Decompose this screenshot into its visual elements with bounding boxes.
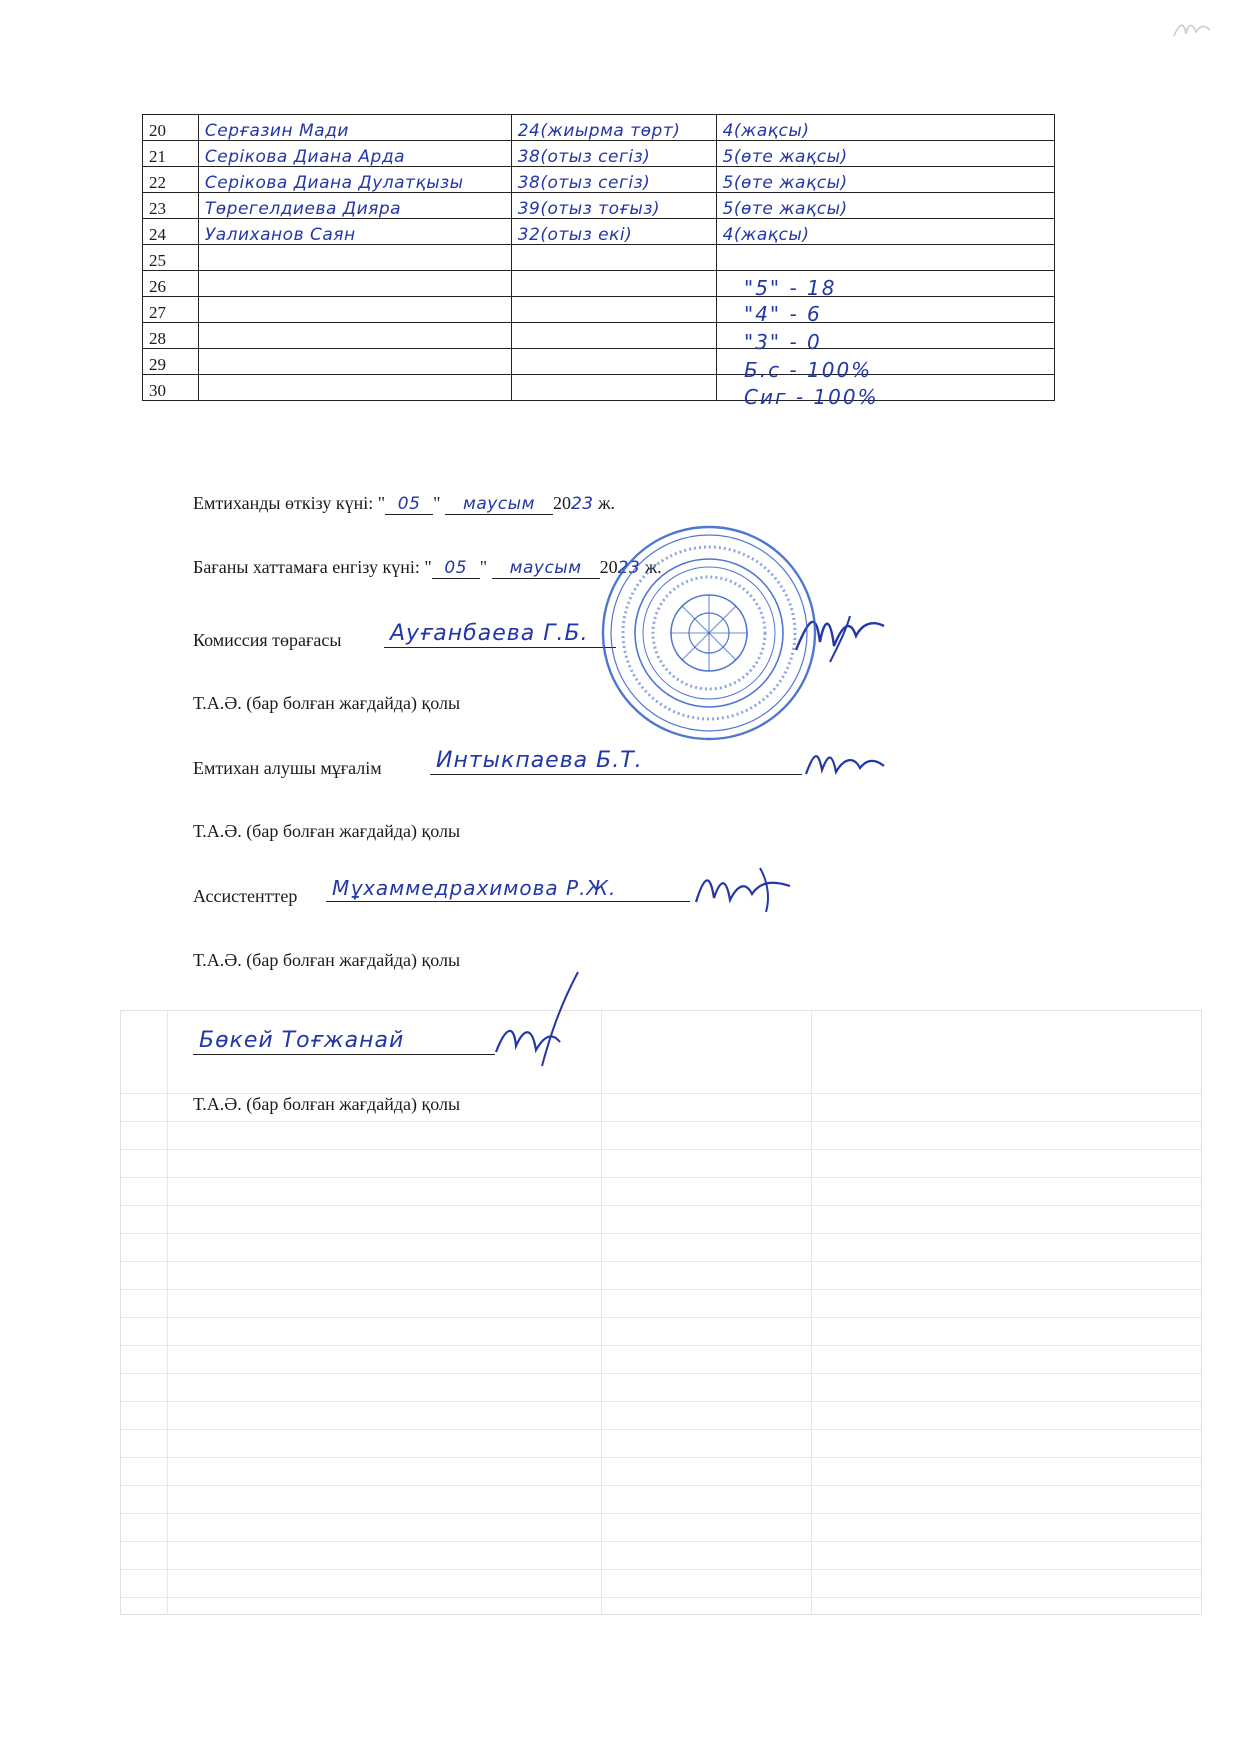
grades-table — [142, 114, 1055, 401]
student-score-text: 38(отыз сегіз) — [517, 147, 651, 167]
student-name — [198, 167, 511, 193]
row-number: 30 — [143, 375, 199, 401]
table-row — [143, 271, 1055, 297]
student-name — [198, 141, 511, 167]
student-name — [198, 323, 511, 349]
student-name-text: Серікова Диана Арда — [204, 147, 406, 167]
grade-date-day: 05 — [432, 558, 480, 579]
student-grade-text: 4(жақсы) — [722, 225, 810, 245]
grade-date-year-suffix: 23 — [617, 558, 641, 578]
student-grade-text: 5(өте жақсы) — [722, 199, 848, 219]
tally-success: Сиг - 100% — [744, 385, 879, 409]
student-grade-text: 5(өте жақсы) — [722, 173, 848, 193]
row-number: 29 — [143, 349, 199, 375]
student-name — [198, 271, 511, 297]
student-grade — [716, 219, 1054, 245]
exam-date-line — [193, 493, 615, 515]
student-name — [198, 375, 511, 401]
table-row — [143, 193, 1055, 219]
official-stamp — [598, 522, 820, 744]
student-score-text: 39(отыз тоғыз) — [517, 199, 661, 219]
table-row — [143, 297, 1055, 323]
table-row — [143, 323, 1055, 349]
student-score — [511, 271, 716, 297]
grade-date-year-prefix: 20 — [599, 557, 618, 577]
student-score — [511, 193, 716, 219]
student-name — [198, 245, 511, 271]
student-grade-text: 4(жақсы) — [722, 121, 810, 141]
chair-name: Ауғанбаева Г.Б. — [384, 621, 616, 648]
row-number: 25 — [143, 245, 199, 271]
row-number: 27 — [143, 297, 199, 323]
assistants-label: Ассистенттер — [193, 886, 298, 906]
grade-date-month: маусым — [492, 558, 600, 579]
student-grade — [716, 167, 1054, 193]
tally-five: "5" - 18 — [744, 276, 837, 300]
corner-pencil-mark — [1170, 14, 1220, 44]
grade-date-line — [193, 557, 662, 579]
student-grade — [716, 141, 1054, 167]
student-score — [511, 297, 716, 323]
tally-quality: Б.с - 100% — [744, 358, 873, 382]
tally-three: "3" - 0 — [744, 330, 822, 354]
table-row — [143, 115, 1055, 141]
assistant-name-1: Мұхаммедрахимова Р.Ж. — [326, 876, 690, 902]
exam-date-quote: " — [433, 493, 441, 513]
exam-date-tail: ж. — [593, 493, 616, 513]
table-row — [143, 141, 1055, 167]
student-score — [511, 219, 716, 245]
student-name — [198, 349, 511, 375]
row-number: 21 — [143, 141, 199, 167]
teacher-label: Емтихан алушы мұғалім — [193, 758, 382, 778]
assistants-fio-caption-1: Т.А.Ә. (бар болған жағдайда) қолы — [193, 950, 461, 970]
teacher-signature — [800, 744, 890, 784]
student-score — [511, 115, 716, 141]
row-number: 26 — [143, 271, 199, 297]
student-score — [511, 141, 716, 167]
student-name — [198, 193, 511, 219]
assistants-fio-caption-2: Т.А.Ә. (бар болған жағдайда) қолы — [193, 1094, 461, 1114]
row-number: 20 — [143, 115, 199, 141]
row-number: 28 — [143, 323, 199, 349]
student-name — [198, 219, 511, 245]
exam-date-day: 05 — [385, 494, 433, 515]
student-name-text: Уалиханов Саян — [204, 225, 356, 245]
table-row — [143, 167, 1055, 193]
student-score — [511, 323, 716, 349]
teacher-fio-caption: Т.А.Ә. (бар болған жағдайда) қолы — [193, 821, 461, 841]
student-score — [511, 167, 716, 193]
row-number: 23 — [143, 193, 199, 219]
row-number: 22 — [143, 167, 199, 193]
student-name — [198, 297, 511, 323]
student-score — [511, 349, 716, 375]
exam-date-month: маусым — [445, 494, 553, 515]
student-name — [198, 115, 511, 141]
grade-date-label: Бағаны хаттамаға енгізу күні: " — [193, 557, 432, 577]
student-score-text: 38(отыз сегіз) — [517, 173, 651, 193]
teacher-name: Интыкпаева Б.Т. — [430, 748, 802, 775]
student-grade — [716, 193, 1054, 219]
assistant-name-2: Бөкей Тоғжанай — [193, 1028, 495, 1055]
student-score-text: 32(отыз екі) — [517, 225, 633, 245]
student-grade — [716, 245, 1054, 271]
student-score — [511, 375, 716, 401]
grade-date-tail: ж. — [640, 557, 662, 577]
row-number: 24 — [143, 219, 199, 245]
table-row — [143, 245, 1055, 271]
student-grade-text: 5(өте жақсы) — [722, 147, 848, 167]
exam-date-year-suffix: 23 — [570, 494, 594, 514]
student-name-text: Серғазин Мади — [204, 121, 349, 141]
chair-label: Комиссия төрағасы — [193, 630, 342, 650]
student-name-text: Төрегелдиева Дияра — [204, 199, 402, 219]
grade-date-quote: " — [479, 557, 488, 577]
table-row — [143, 375, 1055, 401]
student-score-text: 24(жиырма төрт) — [517, 121, 681, 141]
exam-date-label: Емтиханды өткізу күні: " — [193, 493, 386, 513]
assistant-signature-1 — [690, 862, 800, 916]
student-grade — [716, 115, 1054, 141]
tally-four: "4" - 6 — [744, 302, 822, 326]
student-score — [511, 245, 716, 271]
table-row — [143, 349, 1055, 375]
assistant-signature-2 — [486, 966, 596, 1072]
chair-fio-caption: Т.А.Ә. (бар болған жағдайда) қолы — [193, 693, 461, 713]
exam-date-year-prefix: 20 — [552, 493, 571, 513]
table-row — [143, 219, 1055, 245]
student-name-text: Серікова Диана Дулатқызы — [204, 173, 464, 193]
